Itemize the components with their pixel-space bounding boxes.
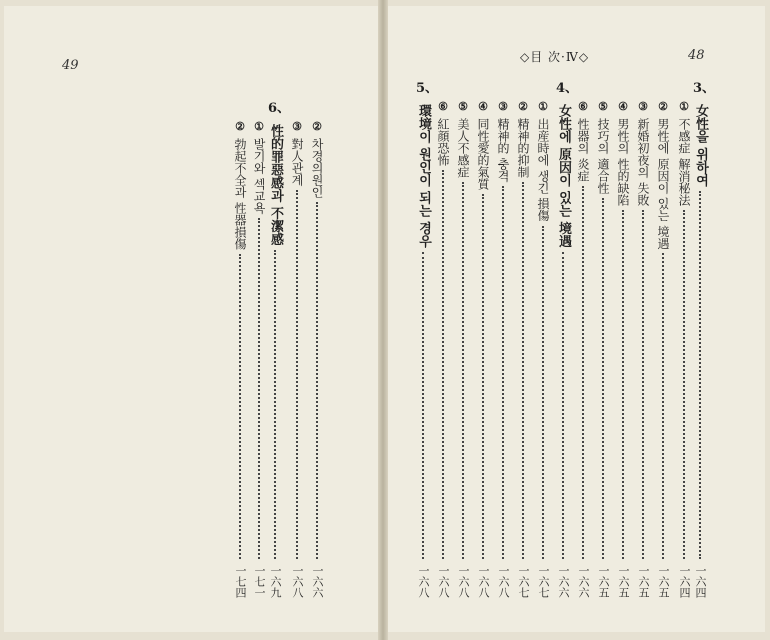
left-page	[4, 6, 381, 632]
toc-leader-dots	[662, 253, 664, 559]
toc-entry-title: 女性에 原因이 있는 境遇	[556, 104, 571, 248]
toc-entry-page: 一六五	[637, 565, 650, 598]
toc-entry-number: ①	[679, 100, 689, 113]
toc-entry-number: 3、	[693, 81, 716, 96]
toc-entry-number: ⑥	[578, 100, 588, 113]
toc-leader-dots	[258, 218, 260, 559]
toc-entry-title: 精神的抑制	[516, 118, 530, 178]
toc-entry-title: 紅顔恐怖	[436, 118, 450, 166]
toc-entry-number: ③	[638, 100, 648, 113]
toc-entry-title: 新婚初夜의 失敗	[636, 118, 650, 206]
toc-leader-dots	[422, 252, 424, 559]
toc-leader-dots	[482, 194, 484, 559]
toc-entry-number: ②	[312, 120, 322, 133]
toc-entry-title: 對人관계	[290, 138, 304, 186]
toc-entry-number: ④	[618, 100, 628, 113]
toc-entry-title: 同性愛的氣質	[476, 118, 490, 190]
toc-entry-number: ③	[292, 120, 302, 133]
toc-entry-page: 一六六	[557, 565, 570, 598]
toc-leader-dots	[622, 210, 624, 559]
toc-entry-number: ④	[478, 100, 488, 113]
toc-leader-dots	[562, 252, 564, 559]
toc-entry-number: 5、	[416, 81, 439, 96]
toc-entry-page: 一六五	[617, 565, 630, 598]
toc-entry-number: ①	[254, 120, 264, 133]
toc-leader-dots	[642, 210, 644, 559]
toc-leader-dots	[699, 191, 701, 559]
toc-entry-title: 性的罪惡感과 不潔感	[268, 124, 283, 246]
toc-entry-page: 一六七	[537, 565, 550, 598]
toc-leader-dots	[462, 182, 464, 559]
toc-entry-page: 一六五	[597, 565, 610, 598]
toc-entry-title: 精神的 충격	[496, 118, 510, 182]
toc-leader-dots	[274, 250, 276, 559]
toc-leader-dots	[683, 210, 685, 559]
toc-leader-dots	[522, 182, 524, 559]
toc-entry-title: 男性에 原因이 있는 境遇	[656, 118, 670, 250]
toc-entry-title: 出産時에 생긴 損傷	[536, 118, 550, 222]
toc-entry-title: 女性을 위하여	[693, 104, 708, 187]
toc-entry-title: 技巧의 適合性	[596, 118, 610, 194]
toc-entry-number: ⑥	[438, 100, 448, 113]
toc-entry-number: ⑤	[598, 100, 608, 113]
toc-leader-dots	[602, 198, 604, 559]
running-header: ◇目 次·Ⅳ◇	[520, 50, 590, 64]
toc-leader-dots	[316, 202, 318, 559]
toc-entry-page: 一六八	[497, 565, 510, 598]
toc-entry-page: 一六五	[657, 565, 670, 598]
toc-entry-title: 勃起不全과 性器損傷	[233, 138, 247, 250]
toc-entry-page: 一六九	[269, 565, 282, 598]
right-page-number: 48	[688, 48, 705, 63]
toc-entry-page: 一六四	[694, 565, 707, 598]
toc-entry-page: 一七四	[234, 565, 247, 598]
toc-entry-number: ③	[498, 100, 508, 113]
toc-entry-number: ②	[518, 100, 528, 113]
toc-entry-title: 발기와 섹교욕	[252, 138, 266, 214]
toc-entry-number: ②	[235, 120, 245, 133]
toc-entry-page: 一六八	[417, 565, 430, 598]
toc-entry-title: 性器의 炎症	[576, 118, 590, 182]
toc-entry-page: 一六六	[577, 565, 590, 598]
toc-entry-title: 美人不感症	[456, 118, 470, 178]
toc-leader-dots	[582, 186, 584, 559]
toc-leader-dots	[239, 254, 241, 559]
left-page-number: 49	[62, 58, 79, 73]
toc-entry-page: 一六六	[311, 565, 324, 598]
toc-entry-page: 一七一	[253, 565, 266, 598]
toc-leader-dots	[502, 186, 504, 559]
toc-leader-dots	[296, 190, 298, 559]
toc-entry-page: 一六四	[678, 565, 691, 598]
toc-entry-page: 一六八	[477, 565, 490, 598]
toc-leader-dots	[542, 226, 544, 559]
toc-entry-title: 차경의원인	[310, 138, 324, 198]
toc-entry-title: 男性의 性的缺陷	[616, 118, 630, 206]
toc-entry-page: 一六七	[517, 565, 530, 598]
toc-entry-page: 一六八	[291, 565, 304, 598]
toc-entry-number: ②	[658, 100, 668, 113]
toc-entry-page: 一六八	[437, 565, 450, 598]
toc-leader-dots	[442, 170, 444, 559]
toc-entry-title: 不感症 解消秘法	[677, 118, 691, 206]
toc-entry-page: 一六八	[457, 565, 470, 598]
book-gutter	[378, 0, 388, 640]
toc-entry-number: 4、	[556, 81, 579, 96]
toc-entry-title: 環境이 원인이 되는 경우	[416, 104, 431, 248]
toc-entry-number: ⑤	[458, 100, 468, 113]
toc-entry-number: ①	[538, 100, 548, 113]
toc-entry-number: 6、	[268, 101, 291, 116]
